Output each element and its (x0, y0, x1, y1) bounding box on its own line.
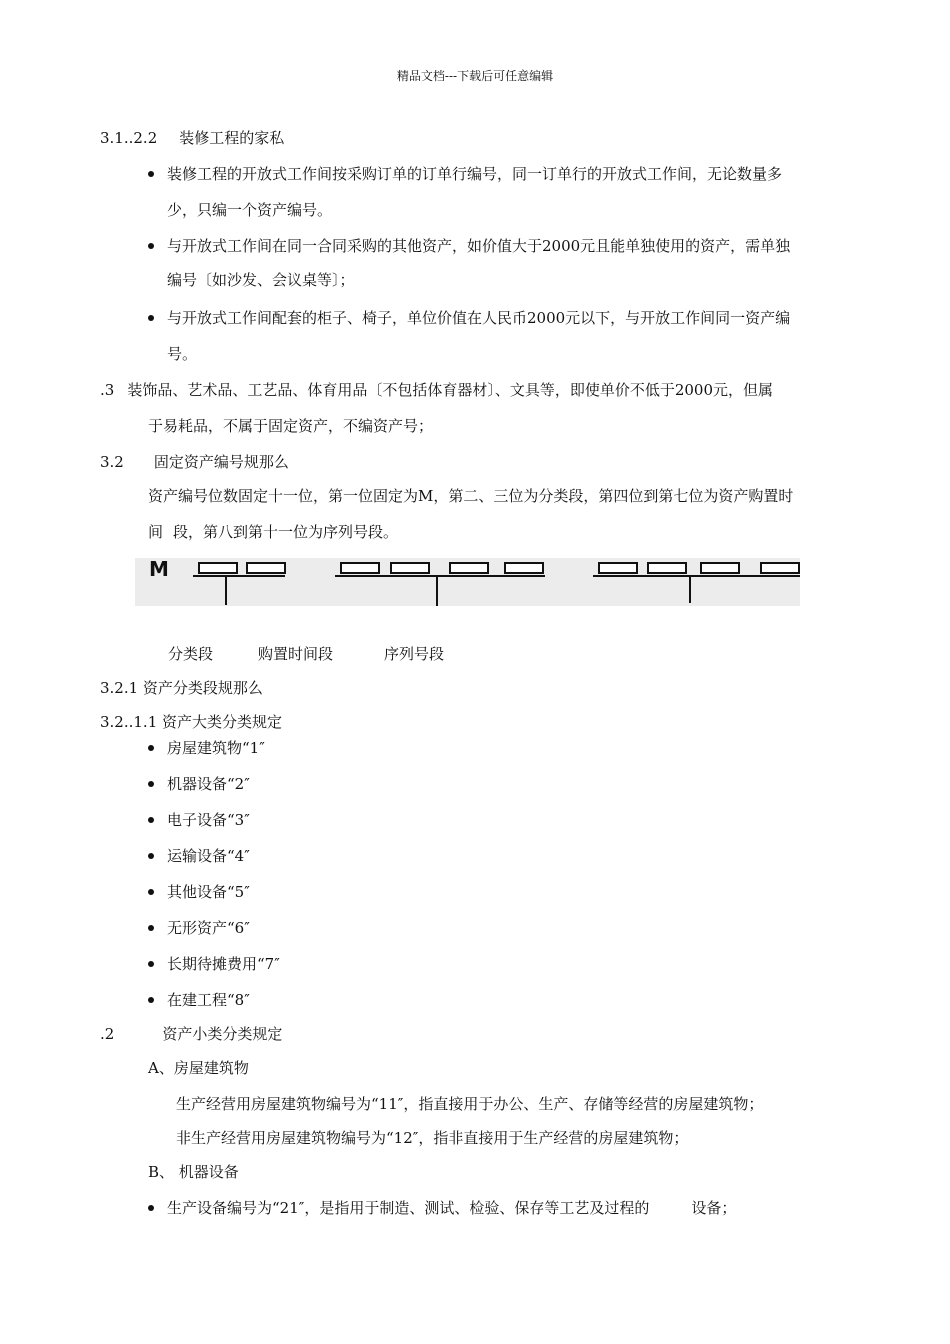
paragraph-line: 生产经营用房屋建筑物编号为“11″，指直接用于办公、生产、存储等经营的房屋建筑物； (176, 1095, 764, 1113)
section-heading-3-1-2-2 (100, 128, 284, 148)
list-item: 与开放式工作间在同一合同采购的其他资产，如价值大于2000元且能单独使用的资产，需单独 (167, 237, 791, 255)
segment-tick (689, 575, 691, 603)
section-heading-3-2 (100, 452, 289, 472)
code-digit-box (390, 562, 430, 574)
code-digit-box (449, 562, 489, 574)
code-prefix-m: M (149, 557, 169, 581)
code-digit-box (598, 562, 638, 574)
paragraph-3 (100, 380, 773, 400)
paragraph-line: 非生产经营用房屋建筑物编号为“12″，指非直接用于生产经营的房屋建筑物； (176, 1129, 689, 1147)
diagram-label-purchase-time: 购置时间段 (258, 645, 334, 663)
category-item: 房屋建筑物“1″ (167, 739, 265, 757)
subsection-title-b: B、 机器设备 (148, 1163, 239, 1181)
paragraph-line: 于易耗品，不属于固定资产，不编资产号； (148, 417, 434, 435)
section-number: .2 (100, 1025, 115, 1043)
category-item: 长期待摊费用“7″ (167, 955, 280, 973)
segment-underline (593, 575, 800, 577)
section-number: .3 (100, 381, 115, 399)
code-digit-box (198, 562, 238, 574)
list-item: 与开放式工作间配套的柜子、椅子，单位价值在人民币2000元以下，与开放工作间同一资产编 (167, 309, 791, 327)
section-number: 3.2 (100, 453, 124, 471)
category-item: 无形资产“6″ (167, 919, 250, 937)
list-item-continuation: 号。 (167, 345, 198, 363)
code-digit-box (647, 562, 687, 574)
paragraph-line (148, 522, 398, 542)
code-digit-box (246, 562, 286, 574)
code-digit-box (504, 562, 544, 574)
diagram-label-serial: 序列号段 (384, 645, 445, 663)
diagram-label-category: 分类段 (168, 645, 214, 663)
section-title: 固定资产编号规那么 (153, 453, 289, 471)
category-item: 机器设备“2″ (167, 775, 250, 793)
category-item: 运输设备“4″ (167, 847, 250, 865)
section-title: 资产小类分类规定 (162, 1025, 283, 1043)
section-number: 3.1..2.2 (100, 129, 158, 147)
list-item: 装修工程的开放式工作间按采购订单的订单行编号，同一订单行的开放式工作间，无论数量多 (167, 165, 783, 183)
paragraph-fragment: 间 (148, 523, 164, 541)
code-digit-box (700, 562, 740, 574)
code-digit-box (340, 562, 380, 574)
list-item (167, 1198, 736, 1218)
category-item: 电子设备“3″ (167, 811, 250, 829)
paragraph-fragment: 生产设备编号为“21″，是指用于制造、测试、检验、保存等工艺及过程的 (167, 1199, 650, 1217)
paragraph-fragment: 设备； (691, 1199, 737, 1217)
paragraph-line: 装饰品、艺术品、工艺品、体育用品〔不包括体育器材〕、文具等，即使单价不低于2000元，但属 (127, 381, 773, 399)
section-title: 装修工程的家私 (179, 129, 285, 147)
segment-tick (225, 575, 227, 605)
asset-code-diagram (135, 558, 800, 606)
category-item: 其他设备“5″ (167, 883, 250, 901)
section-heading-3-2-1: 3.2.1 资产分类段规那么 (100, 679, 263, 697)
segment-tick (436, 575, 438, 606)
subsection-title-a: A、房屋建筑物 (148, 1059, 249, 1077)
list-item-continuation: 编号〔如沙发、会议桌等〕； (167, 271, 355, 289)
list-item-continuation: 少，只编一个资产编号。 (167, 201, 333, 219)
section-heading-2 (100, 1024, 282, 1044)
segment-underline (335, 575, 545, 577)
segment-underline (193, 575, 285, 577)
code-digit-box (760, 562, 800, 574)
section-heading-3-2-1-1: 3.2..1.1 资产大类分类规定 (100, 713, 283, 731)
category-item: 在建工程“8″ (167, 991, 250, 1009)
paragraph-line: 资产编号位数固定十一位，第一位固定为M，第二、三位为分类段，第四位到第七位为资产购置时 (148, 487, 794, 505)
paragraph-fragment: 段，第八到第十一位为序列号段。 (173, 523, 399, 541)
page-header: 精品文档---下载后可任意编辑 (396, 69, 554, 83)
